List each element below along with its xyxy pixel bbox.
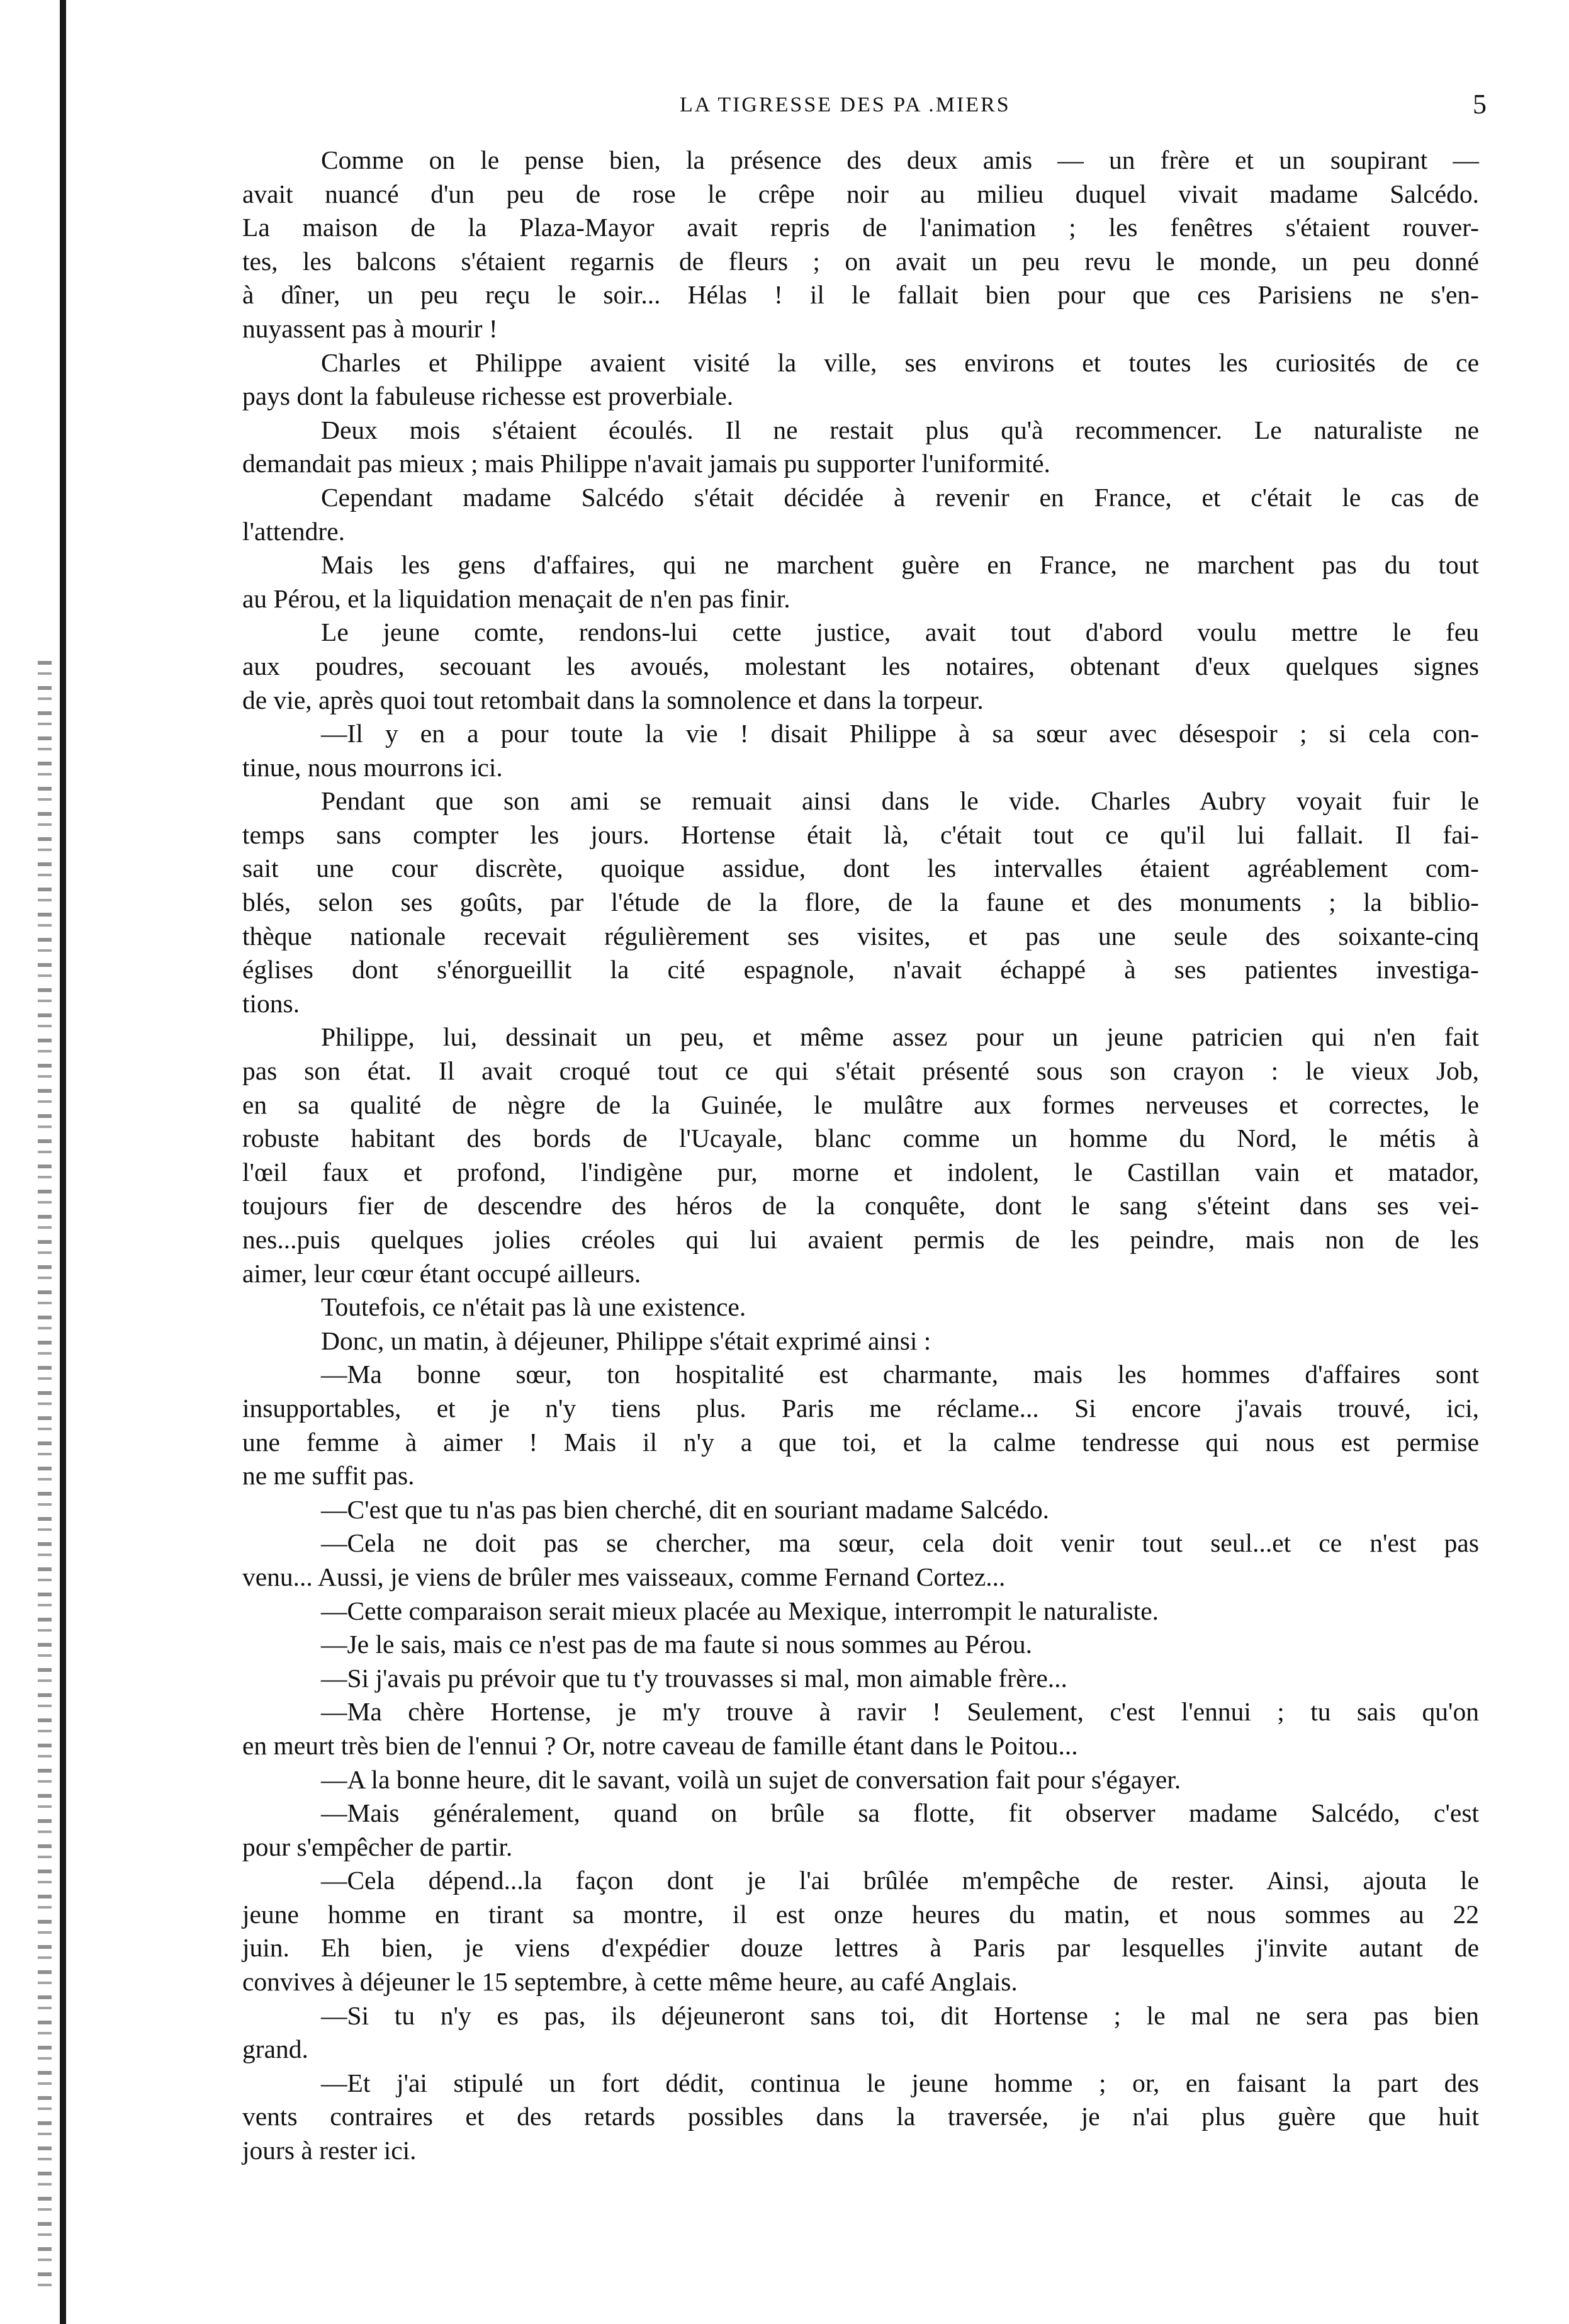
text-line: robuste habitant des bords de l'Ucayale, blanc comme un homme du Nord, le métis à <box>242 1124 1479 1153</box>
text-line: Philippe, lui, dessinait un peu, et même assez pour un jeune patricien qui n'en fait <box>321 1022 1479 1052</box>
text-line: blés, selon ses goûts, par l'étude de la flore, de la faune et des monuments ; la biblio- <box>242 888 1479 917</box>
text-line: aux poudres, secouant les avoués, molestant les notaires, obtenant d'eux quelques signes <box>242 651 1479 680</box>
text-line: demandait pas mieux ; mais Philippe n'avait jamais pu supporter l'uniformité. <box>242 449 1050 478</box>
page-binding-shadow <box>38 661 52 2298</box>
text-line: grand. <box>242 2034 308 2064</box>
page-binding-edge <box>60 0 66 2324</box>
text-line: ne me suffit pas. <box>242 1461 415 1491</box>
text-line: —Si tu n'y es pas, ils déjeuneront sans toi, dit Hortense ; le mal ne sera pas bien <box>321 2000 1479 2030</box>
text-line: Cependant madame Salcédo s'était décidée à revenir en France, et c'était le cas de <box>321 482 1479 512</box>
page-number: 5 <box>1473 89 1487 120</box>
text-line: —C'est que tu n'as pas bien cherché, dit en souriant madame Salcédo. <box>321 1494 1050 1524</box>
text-line: Charles et Philippe avaient visité la ville, ses environs et toutes les curiosités de ce <box>321 347 1479 377</box>
text-line: —A la bonne heure, dit le savant, voilà un sujet de conversation fait pour s'égayer. <box>321 1764 1181 1794</box>
text-line: une femme à aimer ! Mais il n'y a que toi, et la calme tendresse qui nous est permise <box>242 1427 1479 1457</box>
text-line: sait une cour discrète, quoique assidue, dont les intervalles étaient agréablement com- <box>242 854 1479 883</box>
text-line: jeune homme en tirant sa montre, il est onze heures du matin, et nous sommes au 22 <box>242 1899 1479 1929</box>
text-line: à dîner, un peu reçu le soir... Hélas ! il le fallait bien pour que ces Parisiens ne s'en- <box>242 280 1479 310</box>
text-line: églises dont s'énorgueillit la cité espagnole, n'avait échappé à ses patientes investiga- <box>242 955 1479 984</box>
text-line: convives à déjeuner le 15 septembre, à cette même heure, au café Anglais. <box>242 1967 1018 1997</box>
text-line: —Ma bonne sœur, ton hospitalité est charmante, mais les hommes d'affaires sont <box>321 1360 1479 1389</box>
text-line: —Si j'avais pu prévoir que tu t'y trouvasses si mal, mon aimable frère... <box>321 1663 1067 1693</box>
text-line: l'attendre. <box>242 516 346 546</box>
text-line: —Cette comparaison serait mieux placée au Mexique, interrompit le naturaliste. <box>321 1596 1159 1625</box>
text-line: nes...puis quelques jolies créoles qui lui avaient permis de les peindre, mais non de les <box>242 1225 1479 1254</box>
text-line: vents contraires et des retards possibles dans la traversée, je n'ai plus guère que huit <box>242 2102 1479 2131</box>
text-line: Pendant que son ami se remuait ainsi dans le vide. Charles Aubry voyait fuir le <box>321 786 1479 816</box>
body-text <box>242 144 1479 2168</box>
text-line: avait nuancé d'un peu de rose le crêpe noir au milieu duquel vivait madame Salcédo. <box>242 179 1479 208</box>
text-line: thèque nationale recevait régulièrement ses visites, et pas une seule des soixante-cinq <box>242 921 1479 950</box>
text-line: —Mais généralement, quand on brûle sa flotte, fit observer madame Salcédo, c'est <box>321 1798 1479 1828</box>
text-line: temps sans compter les jours. Hortense était là, c'était tout ce qu'il lui fallait. Il fai- <box>242 820 1479 849</box>
text-line: —Cela ne doit pas se chercher, ma sœur, cela doit venir tout seul...et ce n'est pas <box>321 1528 1479 1558</box>
text-line: pas son état. Il avait croqué tout ce qui s'était présenté sous son crayon : le vieux Job, <box>242 1056 1479 1086</box>
text-line: de vie, après quoi tout retombait dans la somnolence et dans la torpeur. <box>242 685 984 714</box>
text-line: pays dont la fabuleuse richesse est proverbiale. <box>242 381 734 411</box>
text-line: —Cela dépend...la façon dont je l'ai brûlée m'empêche de rester. Ainsi, ajouta le <box>321 1866 1479 1895</box>
running-title: LA TIGRESSE DES PA .MIERS <box>680 93 1011 116</box>
text-line: juin. Eh bien, je viens d'expédier douze lettres à Paris par lesquelles j'invite autant de <box>242 1933 1479 1963</box>
text-line: —Je le sais, mais ce n'est pas de ma faute si nous sommes au Pérou. <box>321 1630 1033 1659</box>
text-line: tinue, nous mourrons ici. <box>242 752 503 782</box>
text-line: nuyassent pas à mourir ! <box>242 313 498 343</box>
text-line: jours à rester ici. <box>242 2136 417 2165</box>
text-line: Deux mois s'étaient écoulés. Il ne restait plus qu'à recommencer. Le naturaliste ne <box>321 415 1479 444</box>
text-line: —Il y en a pour toute la vie ! disait Philippe à sa sœur avec désespoir ; si cela con- <box>321 719 1479 748</box>
text-line: La maison de la Plaza-Mayor avait repris de l'animation ; les fenêtres s'étaient rouver- <box>242 213 1479 242</box>
text-line: venu... Aussi, je viens de brûler mes vaisseaux, comme Fernand Cortez... <box>242 1562 1006 1591</box>
text-line: Le jeune comte, rendons-lui cette justice, avait tout d'abord voulu mettre le feu <box>321 618 1479 647</box>
text-line: en meurt très bien de l'ennui ? Or, notre caveau de famille étant dans le Poitou... <box>242 1730 1078 1760</box>
text-line: en sa qualité de nègre de la Guinée, le mulâtre aux formes nerveuses et correctes, le <box>242 1090 1479 1119</box>
text-line: Comme on le pense bien, la présence des deux amis — un frère et un soupirant — <box>321 145 1479 174</box>
text-line: Mais les gens d'affaires, qui ne marchent guère en France, ne marchent pas du tout <box>321 550 1479 580</box>
text-line: l'œil faux et profond, l'indigène pur, morne et indolent, le Castillan vain et matador, <box>242 1157 1479 1187</box>
text-line: pour s'empêcher de partir. <box>242 1832 513 1861</box>
text-line: insupportables, et je n'y tiens plus. Paris me réclame... Si encore j'avais trouvé, ici, <box>242 1393 1479 1423</box>
text-line: Toutefois, ce n'était pas là une existence. <box>321 1292 746 1322</box>
text-line: —Et j'ai stipulé un fort dédit, continua le jeune homme ; or, en faisant la part des <box>321 2068 1479 2097</box>
text-line: toujours fier de descendre des héros de la conquête, dont le sang s'éteint dans ses vei- <box>242 1191 1479 1221</box>
text-line: —Ma chère Hortense, je m'y trouve à ravir ! Seulement, c'est l'ennui ; tu sais qu'on <box>321 1697 1479 1727</box>
text-line: tions. <box>242 988 300 1018</box>
text-line: aimer, leur cœur étant occupé ailleurs. <box>242 1258 641 1288</box>
text-line: Donc, un matin, à déjeuner, Philippe s'était exprimé ainsi : <box>321 1326 931 1355</box>
text-line: au Pérou, et la liquidation menaçait de n'en pas finir. <box>242 584 790 613</box>
text-line: tes, les balcons s'étaient regarnis de fleurs ; on avait un peu revu le monde, un peu donné <box>242 246 1479 276</box>
